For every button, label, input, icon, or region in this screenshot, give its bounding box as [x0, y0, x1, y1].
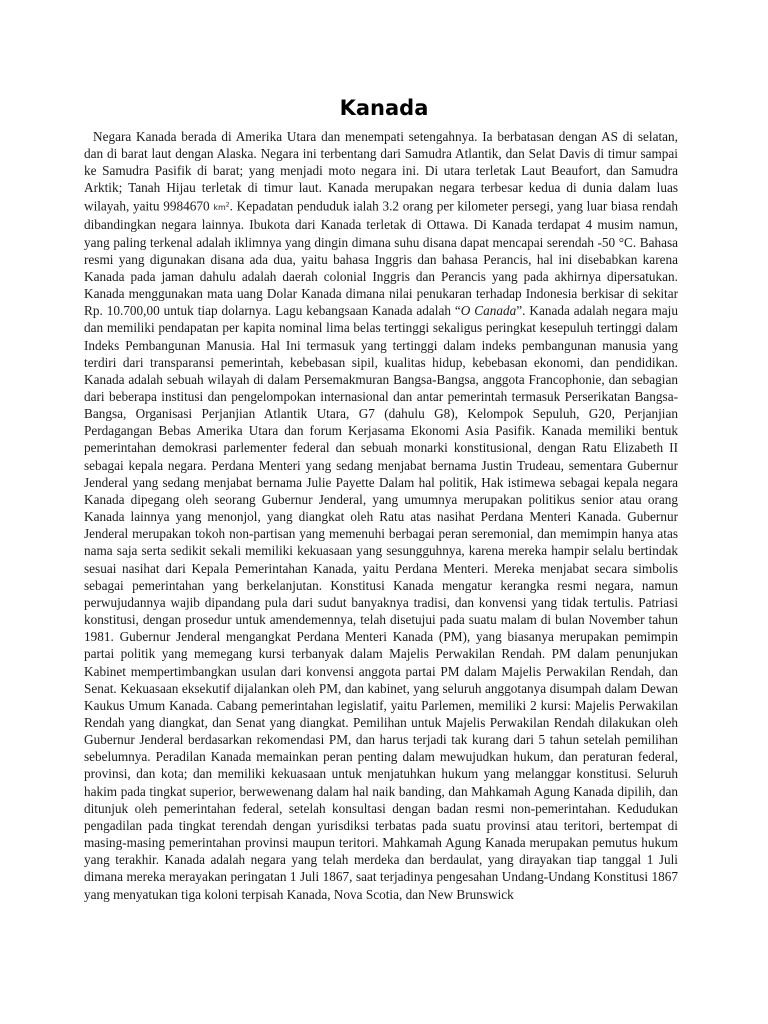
body-paragraph: [84, 128, 678, 903]
anthem-title: O Canada: [460, 303, 517, 319]
paragraph-text-part-2: . Kepadatan penduduk ialah 3.2 orang per kilometer persegi, yang luar biasa rendah dibandingkan negara lainnya. Ibukota dari Kanada terletak di Ottawa. Di Kanada terdapat 4 musim namun, yang paling terkenal adalah iklimnya yang dingin dimana suhu disana dapat mencapai serendah -50 °C. Bahasa resmi yang digunakan disana ada dua, yaitu bahasa Inggris dan bahasa Perancis, hal ini disebabkan karena Kanada pada jaman dahulu adalah daerah colonial Inggris dan Perancis yang pada akhirnya dipersatukan. Kanada menggunakan mata uang Dolar Kanada dimana nilai penukaran terhadap Indonesia berkisar di sekitar Rp. 10.700,00 untuk tiap dolarnya. Lagu kebangsaan Kanada adalah “: [84, 198, 678, 319]
paragraph-text-part-3: ”. Kanada adalah negara maju dan memiliki pendapatan per kapita nominal lima belas tertinggi sekaligus peringkat kesepuluh tertinggi dalam Indeks Pembangunan Manusia. Hal Ini termasuk yang tertinggi dalam indeks pembangunan manusia yang terdiri dari transparansi pemerintah, kebebasan sipil, kualitas hidup, kebebasan ekonomi, dan pendidikan. Kanada adalah sebuah wilayah di dalam Persemakmuran Bangsa-Bangsa, anggota Francophonie, dan sebagian dari beberapa institusi dan pengelompokan internasional dan antar pemerintah termasuk Perserikatan Bangsa-Bangsa, Organisasi Perjanjian Atlantik Utara, G7 (dahulu G8), Kelompok Sepuluh, G20, Perjanjian Perdagangan Bebas Amerika Utara dan forum Kerjasama Ekonomi Asia Pasifik. Kanada memiliki bentuk pemerintahan demokrasi parlementer federal dan sebuah monarki konstitusional, dengan Ratu Elizabeth II sebagai kepala negara. Perdana Menteri yang sedang menjabat bernama Justin Trudeau, sementara Gubernur Jenderal yang sedang menjabat bernama Julie Payette Dalam hal politik, Hak istimewa sebagai kepala negara Kanada dipegang oleh seorang Gubernur Jenderal, yang umumnya merupakan politikus senior atau orang Kanada lainnya yang menonjol, yang diangkat oleh Ratu atas nasihat Perdana Menteri Kanada. Gubernur Jenderal merupakan tokoh non-partisan yang memenuhi berbagai peran seremonial, dan memimpin hanya atas nama saja serta sedikit sekali memiliki kekuasaan yang sesungguhnya, karena mereka hampir selalu bertindak sesuai nasihat dari Kepala Pemerintahan Kanada, yaitu Perdana Menteri. Mereka menjabat secara simbolis sebagai pemerintahan yang berkelanjutan. Konstitusi Kanada mengatur kerangka resmi negara, namun perwujudannya wajib dipandang pula dari sudut banyaknya tradisi, dan konvensi yang tidak tertulis. Patriasi konstitusi, dengan prosedur untuk amendemennya, telah disetujui pada suatu malam di bulan November tahun 1981. Gubernur Jenderal mengangkat Perdana Menteri Kanada (PM), yang biasanya merupakan pemimpin partai politik yang memegang kursi terbanyak dalam Majelis Perwakilan Rendah. PM dalam penunjukan Kabinet mempertimbangkan usulan dari konvensi anggota partai PM dalam Majelis Perwakilan Rendah, dan Senat. Kekuasaan eksekutif dijalankan oleh PM, dan kabinet, yang seluruh anggotanya disumpah dalam Dewan Kaukus Umum Kanada. Cabang pemerintahan legislatif, yaitu Parlemen, memiliki 2 kursi: Majelis Perwakilan Rendah yang diangkat, dan Senat yang diangkat. Pemilihan untuk Majelis Perwakilan Rendah dilakukan oleh Gubernur Jenderal berdasarkan rekomendasi PM, dan harus terjadi tak kurang dari 5 tahun setelah pemilihan sebelumnya. Peradilan Kanada memainkan peran penting dalam mewujudkan hukum, dan peraturan federal, provinsi, dan kota; dan memiliki kekuasaan untuk menjatuhkan hukum yang melanggar konstitusi. Seluruh hakim pada tingkat superior, berwewenang dalam hal naik banding, dan Mahkamah Agung Kanada dipilih, dan ditunjuk oleh pemerintahan federal, setelah konsultasi dengan badan resmi non-pemerintahan. Kedudukan pengadilan pada tingkat terendah dengan yurisdiksi terbatas pada suatu provinsi atau teritori, bertempat di masing-masing pemerintahan provinsi maupun teritori. Mahkamah Agung Kanada merupakan pemutus hukum yang terakhir. Kanada adalah negara yang telah merdeka dan berdaulat, yang dirayakan tiap tanggal 1 Juli dimana mereka merayakan peringatan 1 Juli 1867, saat terjadinya pengesahan Undang-Undang Konstitusi 1867 yang menyatukan tiga koloni terpisah Kanada, Nova Scotia, dan New Brunswick: [84, 303, 678, 902]
area-unit-exponent: 2: [225, 201, 230, 209]
area-unit-base: km: [213, 203, 226, 213]
area-unit: [213, 203, 229, 212]
paragraph-text-part-1: Negara Kanada berada di Amerika Utara dan menempati setengahnya. Ia berbatasan dengan AS di selatan, dan di barat laut dengan Alaska. Negara ini terbentang dari Samudra Atlantik, dan Selat Davis di timur sampai ke Samudra Pasifik di barat; yang menjadi moto negara ini. Di utara terletak Laut Beaufort, dan Samudra Arktik; Tanah Hijau terletak di timur laut. Kanada merupakan negara terbesar kedua di dunia dalam luas wilayah, yaitu 9984670: [84, 129, 678, 214]
document-title: Kanada: [339, 96, 429, 120]
